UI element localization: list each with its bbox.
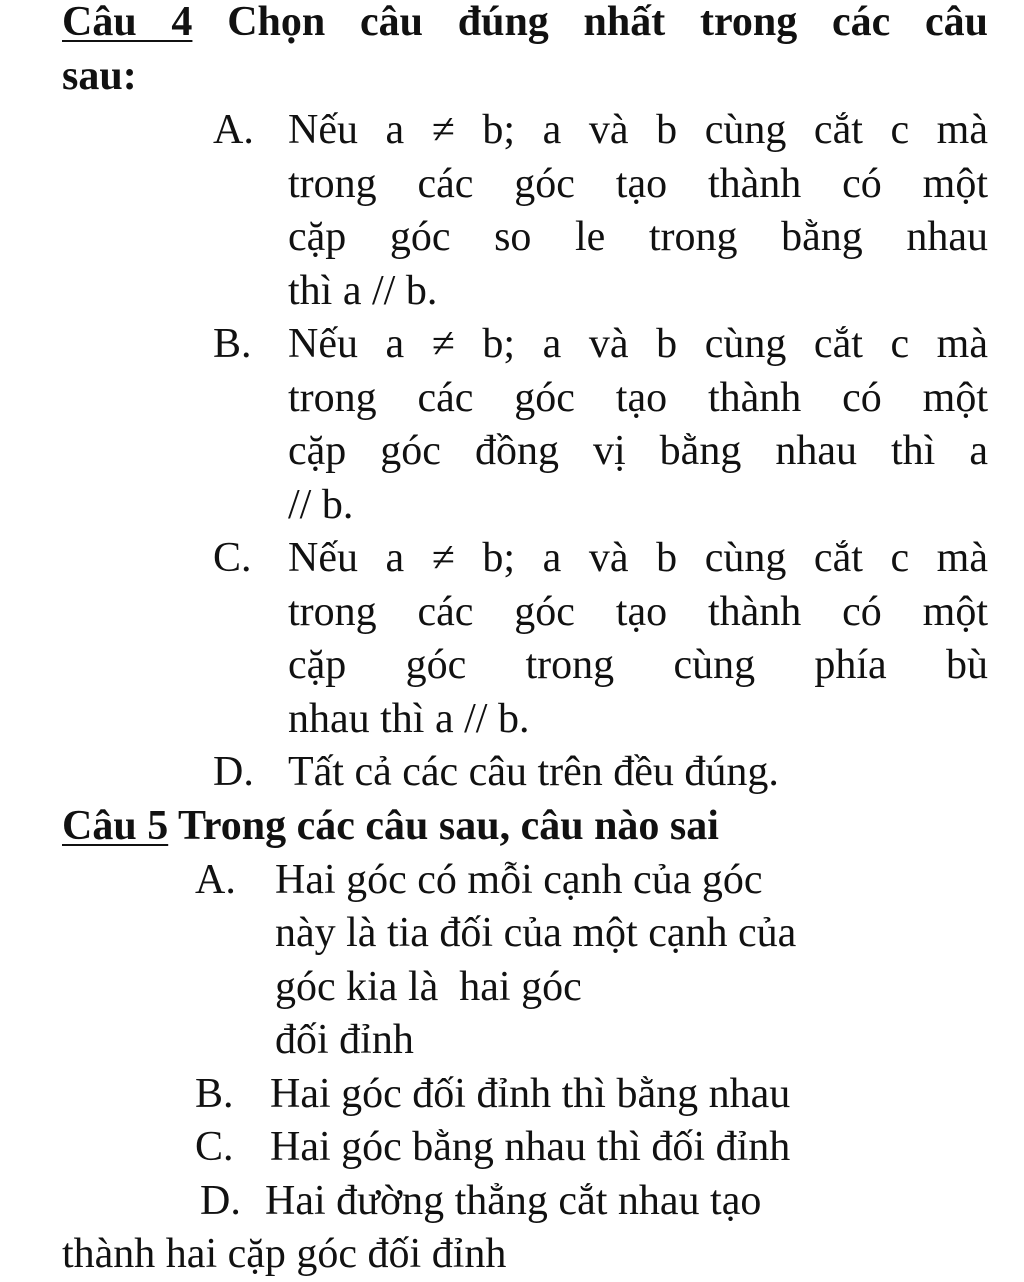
q5-option-b-letter: B. <box>195 1071 234 1117</box>
q5-option-d-line2: thành hai cặp góc đối đỉnh <box>62 1231 507 1277</box>
q5-option-d-line1: Hai đường thẳng cắt nhau tạo <box>265 1178 762 1224</box>
q4-option-a-line4: thì a // b. <box>288 268 438 314</box>
question-4-title-line1: Chọn câu đúng nhất trong các câu <box>227 0 988 45</box>
question-5-title: Trong các câu sau, câu nào sai <box>177 803 719 849</box>
q4-option-c-line4: nhau thì a // b. <box>288 696 530 742</box>
q4-option-b-line1: Nếu a ≠ b; a và b cùng cắt c mà <box>288 321 988 367</box>
q5-option-b-line1: Hai góc đối đỉnh thì bằng nhau <box>270 1071 791 1117</box>
q5-option-a-letter: A. <box>195 857 236 903</box>
q4-option-c-letter: C. <box>213 535 252 581</box>
q5-option-a-line4: đối đỉnh <box>275 1017 414 1063</box>
q4-option-a-letter: A. <box>213 107 254 153</box>
q4-option-c-line3 <box>288 639 988 693</box>
q4-option-b-line3: cặp góc đồng vị bằng nhau thì a <box>288 428 988 474</box>
q5-option-a-line2: này là tia đối của một cạnh của <box>275 910 797 956</box>
q5-option-c-letter: C. <box>195 1124 234 1170</box>
q4-option-c-line2: trong các góc tạo thành có một <box>288 589 988 635</box>
question-5-number: Câu 5 <box>62 803 169 849</box>
q4-option-c-line3-text: cặp góc trong cùng phía bù <box>288 642 988 688</box>
q5-option-c-line1: Hai góc bằng nhau thì đối đỉnh <box>270 1124 791 1170</box>
q4-option-a-line1: Nếu a ≠ b; a và b cùng cắt c mà <box>288 107 988 153</box>
question-5-heading <box>62 800 719 854</box>
q4-option-b-line2: trong các góc tạo thành có một <box>288 375 988 421</box>
q5-option-a-line3: góc kia là hai góc <box>275 964 582 1010</box>
q4-option-a-line3: cặp góc so le trong bằng nhau <box>288 214 988 260</box>
question-4-heading <box>62 0 988 50</box>
question-4-title-line2: sau: <box>62 53 137 99</box>
q4-option-d-line1: Tất cả các câu trên đều đúng. <box>288 749 779 795</box>
q4-option-c-line1: Nếu a ≠ b; a và b cùng cắt c mà <box>288 535 988 581</box>
q4-option-d-letter: D. <box>213 749 254 795</box>
q5-option-a-line1: Hai góc có mỗi cạnh của góc <box>275 857 763 903</box>
q4-option-a-line2: trong các góc tạo thành có một <box>288 161 988 207</box>
q4-option-b-line4: // b. <box>288 482 354 528</box>
q5-option-d-letter: D. <box>200 1178 241 1224</box>
q4-option-b-letter: B. <box>213 321 252 367</box>
question-4-number: Câu 4 <box>62 0 193 45</box>
